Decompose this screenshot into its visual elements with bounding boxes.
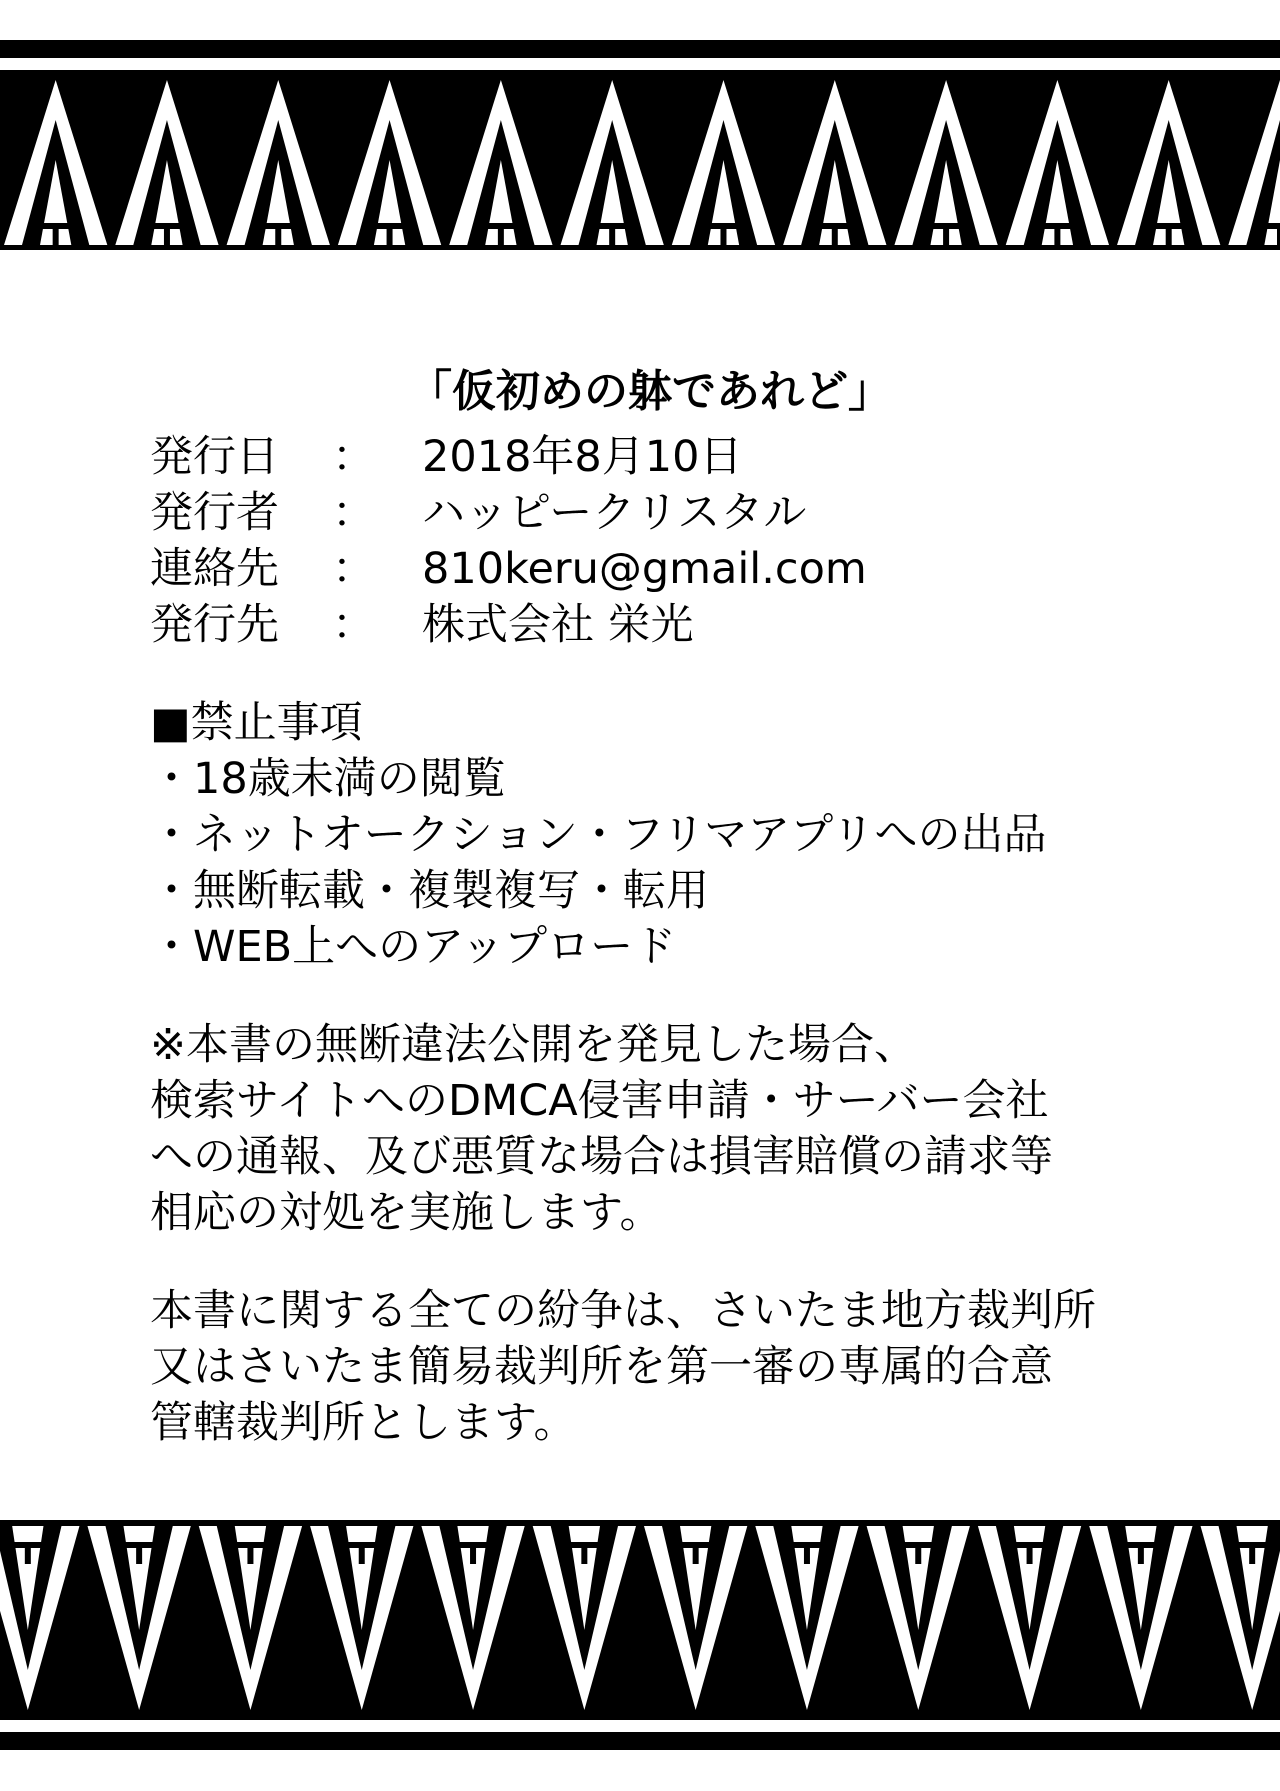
- colophon: [150, 355, 1150, 1451]
- border-cross: [1249, 1542, 1255, 1564]
- info-label: 発行者: [150, 488, 279, 538]
- info-value: 株式会社 栄光: [422, 600, 694, 650]
- publication-info: [150, 429, 1150, 653]
- book-title: 「仮初めの躰であれど」: [408, 366, 892, 417]
- border-cross: [498, 223, 504, 245]
- jurisdiction-line: 又はさいたま簡易裁判所を第一審の専属的合意: [150, 1342, 1053, 1392]
- border-cross: [1166, 223, 1172, 245]
- border-cross: [275, 223, 281, 245]
- info-colon: ：: [332, 432, 375, 482]
- border-cross: [943, 223, 949, 245]
- info-label: 発行先: [150, 600, 279, 650]
- notice-line: ※本書の無断違法公開を発見した場合、: [150, 1020, 918, 1070]
- border-cross: [359, 1542, 365, 1564]
- prohibited-item: ・18歳未満の閲覧: [150, 754, 506, 804]
- notice-line: への通報、及び悪質な場合は損害賠償の請求等: [150, 1132, 1053, 1182]
- info-row-printer: [150, 597, 1150, 653]
- border-cross: [1054, 223, 1060, 245]
- border-cross: [387, 223, 393, 245]
- prohibited-item: ・ネットオークション・フリマアプリへの出品: [150, 810, 1047, 860]
- info-colon: ：: [332, 600, 375, 650]
- info-value: 2018年8月10日: [422, 432, 743, 482]
- contact-email: 810keru@gmail.com: [422, 544, 867, 594]
- prohibited-heading: ■禁止事項: [150, 698, 363, 748]
- info-row-date: [150, 429, 1150, 485]
- border-cross: [136, 1542, 142, 1564]
- border-cross: [609, 223, 615, 245]
- border-bar: [0, 40, 1280, 58]
- border-cross: [53, 223, 59, 245]
- info-label: 発行日: [150, 432, 279, 482]
- top-decorative-border: [0, 40, 1280, 250]
- border-cross: [720, 223, 726, 245]
- border-cross: [164, 223, 170, 245]
- border-cross: [247, 1542, 253, 1564]
- border-cross: [1138, 1542, 1144, 1564]
- border-cross: [832, 223, 838, 245]
- border-cross: [693, 1542, 699, 1564]
- jurisdiction-line: 本書に関する全ての紛争は、さいたま地方裁判所: [150, 1286, 1096, 1336]
- prohibited-item: ・無断転載・複製複写・転用: [150, 866, 709, 916]
- info-colon: ：: [332, 488, 375, 538]
- border-cross: [804, 1542, 810, 1564]
- info-colon: ：: [332, 544, 375, 594]
- prohibited-item: ・WEB上へのアップロード: [150, 922, 677, 972]
- border-cross: [1027, 1542, 1033, 1564]
- info-row-publisher: [150, 485, 1150, 541]
- prohibited-section: [150, 695, 1150, 975]
- border-bar: [0, 1732, 1280, 1750]
- jurisdiction-section: [150, 1283, 1150, 1451]
- border-band-fill: [0, 1520, 1280, 1720]
- border-cross: [915, 1542, 921, 1564]
- border-cross: [25, 1542, 31, 1564]
- info-value: ハッピークリスタル: [422, 488, 807, 538]
- border-cross: [470, 1542, 476, 1564]
- notice-line: 検索サイトへのDMCA侵害申請・サーバー会社: [150, 1076, 1049, 1126]
- info-row-contact: [150, 541, 1150, 597]
- border-cross: [581, 1542, 587, 1564]
- info-label: 連絡先: [150, 544, 279, 594]
- bottom-decorative-border: [0, 1520, 1280, 1750]
- notice-section: [150, 1017, 1150, 1241]
- notice-line: 相応の対処を実施します。: [150, 1188, 663, 1238]
- jurisdiction-line: 管轄裁判所とします。: [150, 1398, 577, 1448]
